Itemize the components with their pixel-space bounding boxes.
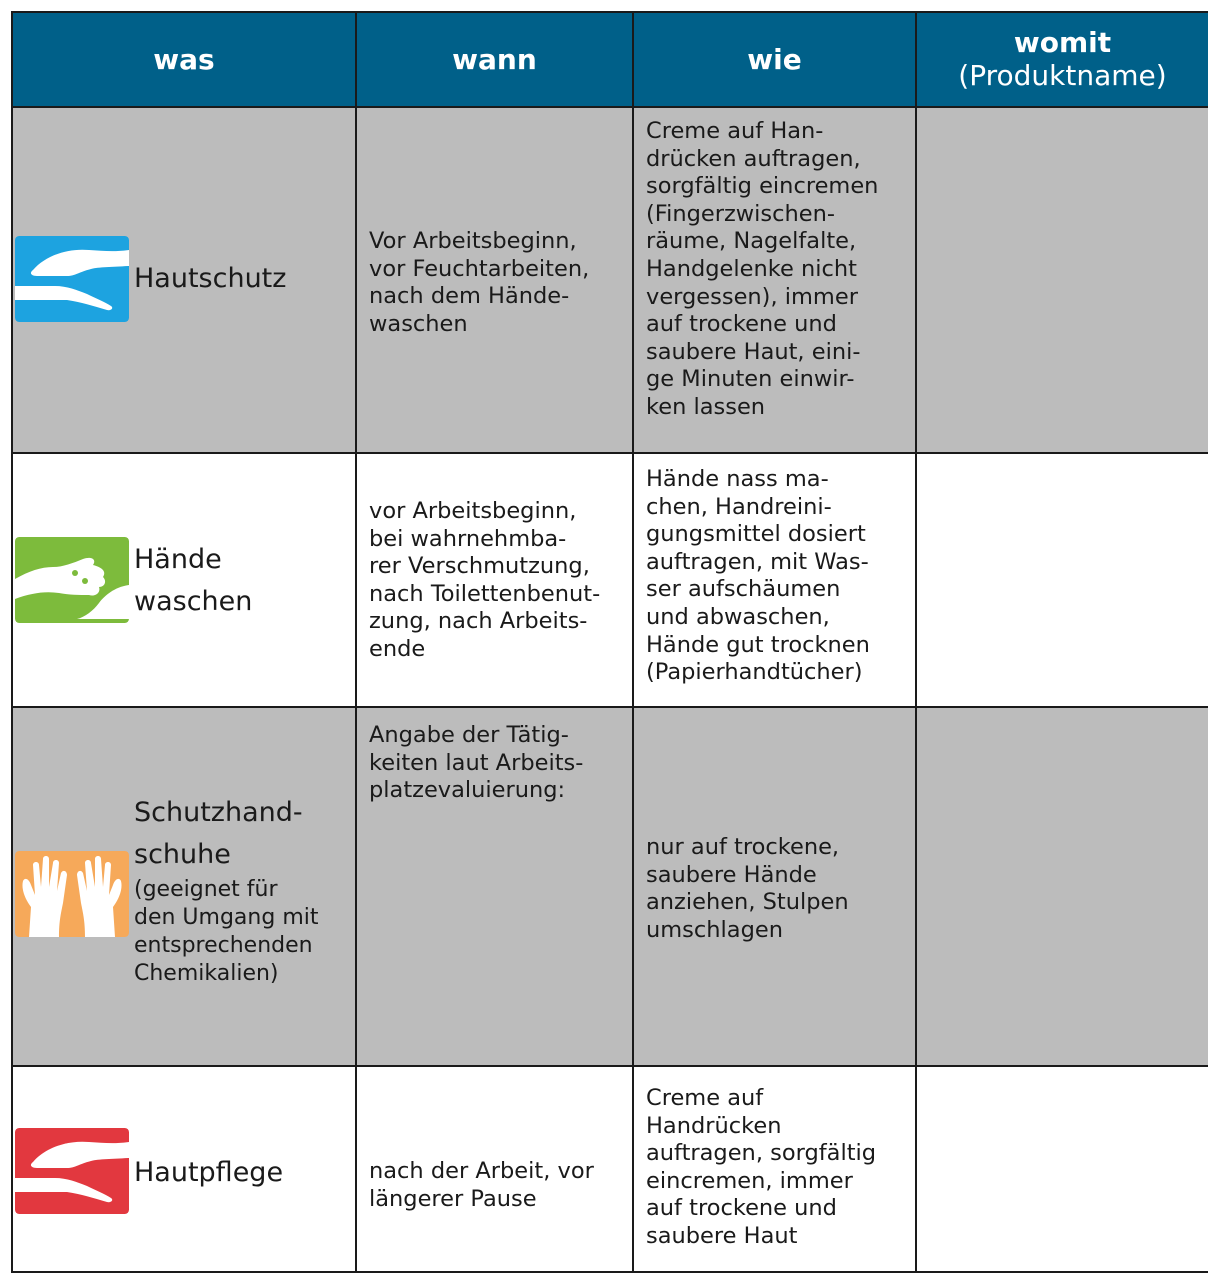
hand-washing-icon (15, 537, 129, 623)
header-was (11, 11, 357, 108)
header-wann-label: wann (452, 43, 537, 76)
row-hautschutz-wann: Vor Arbeitsbeginn, vor Feuchtarbeiten, nach dem Hände- waschen (357, 108, 634, 454)
header-womit (917, 11, 1208, 108)
row-hautschutz-was (11, 108, 357, 454)
row-hautpflege-wie: Creme auf Handrücken auftragen, sorgfältig eincremen, immer auf trockene und saubere Haut (634, 1067, 917, 1273)
header-wie-label: wie (747, 43, 802, 76)
row-haendewaschen-wie: Hände nass ma- chen, Handreini- gungsmittel dosiert auftragen, mit Was- ser aufschäumen und abwaschen, Hände gut trocknen (Papierhandtücher) (634, 454, 917, 708)
row-schutzhandschuhe-wie: nur auf trockene, saubere Hände anziehen, Stulpen umschlagen (634, 708, 917, 1067)
row-hautpflege-was (11, 1067, 357, 1273)
header-wann (357, 11, 634, 108)
row-hautschutz-womit[interactable] (917, 108, 1208, 454)
header-womit-label: womit (1013, 26, 1112, 59)
row-hautpflege-title: Hautpflege (134, 1157, 284, 1188)
hand-protection-icon (15, 236, 129, 322)
row-haendewaschen-womit[interactable] (917, 454, 1208, 708)
row-hautschutz-wie: Creme auf Han- drücken auftragen, sorgfältig eincremen (Fingerzwischen- räume, Nagelfalte, Handgelenke nicht vergessen), immer auf trockene und saubere Haut, eini- ge Minuten einwir- ken lassen (634, 108, 917, 454)
protective-gloves-icon (15, 851, 129, 937)
row-schutzhandschuhe-title: Schutzhand- schuhe (geeignet für den Umgang mit entsprechenden Chemikalien) (134, 797, 319, 986)
row-haendewaschen-wann: vor Arbeitsbeginn, bei wahrnehmba- rer Verschmutzung, nach Toilettenbenut- zung, nach Arbeits- ende (357, 454, 634, 708)
row-hautschutz-title: Hautschutz (134, 263, 287, 294)
row-schutzhandschuhe-wann: Angabe der Tätig- keiten laut Arbeits- platzevaluierung: (357, 708, 634, 1067)
row-haendewaschen-was (11, 454, 357, 708)
row-haendewaschen-title: Hände waschen (134, 544, 253, 617)
skin-care-icon (15, 1128, 129, 1214)
row-hautpflege-wann: nach der Arbeit, vor längerer Pause (357, 1067, 634, 1273)
row-schutzhandschuhe-was (11, 708, 357, 1067)
header-wie (634, 11, 917, 108)
row-schutzhandschuhe-womit[interactable] (917, 708, 1208, 1067)
row-schutzhandschuhe-note: (geeignet für den Umgang mit entsprechenden Chemikalien) (134, 877, 319, 986)
row-hautpflege-womit[interactable] (917, 1067, 1208, 1273)
header-was-label: was (153, 43, 215, 76)
hand-protection-plan-table (11, 11, 1208, 1273)
header-womit-sublabel: (Produktname) (958, 59, 1167, 92)
